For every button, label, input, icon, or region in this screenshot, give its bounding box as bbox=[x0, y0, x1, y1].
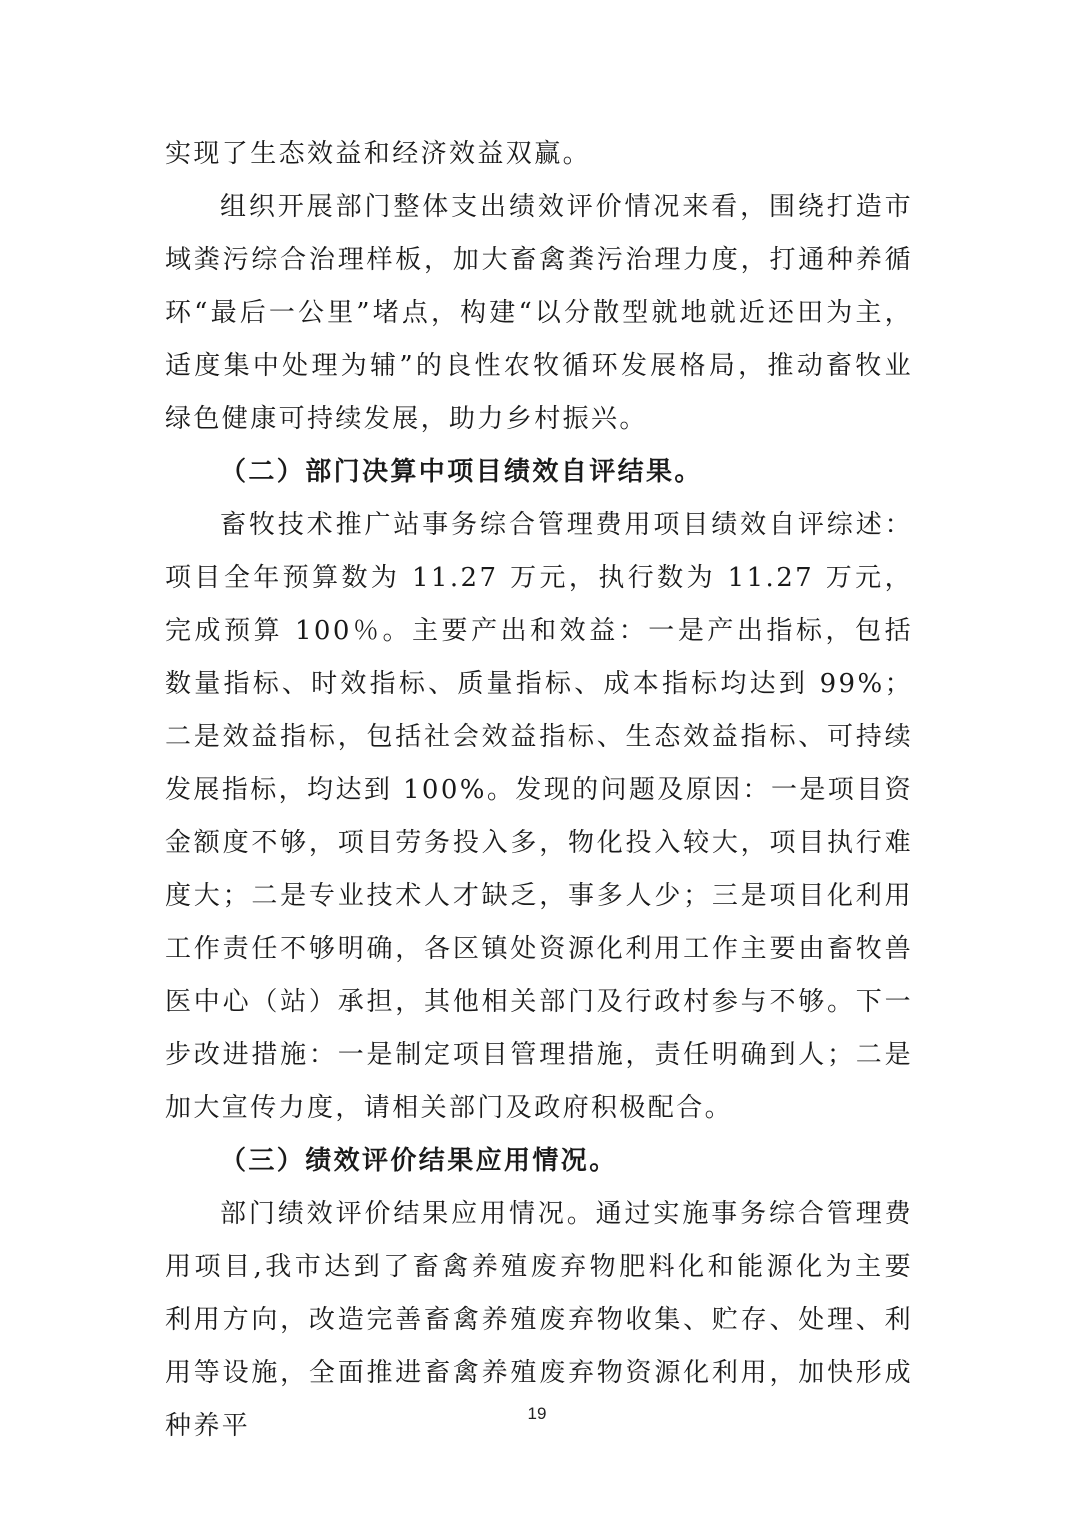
paragraph-overall-evaluation: 组织开展部门整体支出绩效评价情况来看，围绕打造市域粪污综合治理样板，加大畜禽粪污治理力度，打通种养循环“最后一公里”堵点，构建“以分散型就地就近还田为主，适度集中处理为辅”的良性农牧循环发展格局，推动畜牧业绿色健康可持续发展，助力乡村振兴。 bbox=[165, 192, 913, 434]
paragraph-continuation: 实现了生态效益和经济效益双赢。 bbox=[165, 139, 592, 169]
page-number: 19 bbox=[527, 1404, 547, 1423]
paragraph-result-application: 部门绩效评价结果应用情况。通过实施事务综合管理费用项目,我市达到了畜禽养殖废弃物肥料化和能源化为主要利用方向，改造完善畜禽养殖废弃物收集、贮存、处理、利用等设施，全面推进畜禽养殖废弃物资源化利用，加快形成种养平 bbox=[165, 1199, 913, 1441]
paragraph-project-self-evaluation: 畜牧技术推广站事务综合管理费用项目绩效自评综述：项目全年预算数为 11.27 万元，执行数为 11.27 万元，完成预算 100％。主要产出和效益：一是产出指标，包括数量指标、时效指标、质量指标、成本指标均达到 99%；二是效益指标，包括社会效益指标、生态效益指标、可持续发展指标，均达到 100%。发现的问题及原因：一是项目资金额度不够，项目劳务投入多，物化投入较大，项目执行难度大；二是专业技术人才缺乏，事多人少；三是项目化利用工作责任不够明确，各区镇处资源化利用工作主要由畜牧兽医中心（站）承担，其他相关部门及行政村参与不够。下一步改进措施：一是制定项目管理措施，责任明确到人；二是加大宣传力度，请相关部门及政府积极配合。 bbox=[165, 510, 913, 1123]
section-heading-project-self-evaluation: （二）部门决算中项目绩效自评结果。 bbox=[220, 457, 703, 487]
section-heading-result-application: （三）绩效评价结果应用情况。 bbox=[220, 1146, 618, 1176]
document-body bbox=[165, 128, 913, 1453]
